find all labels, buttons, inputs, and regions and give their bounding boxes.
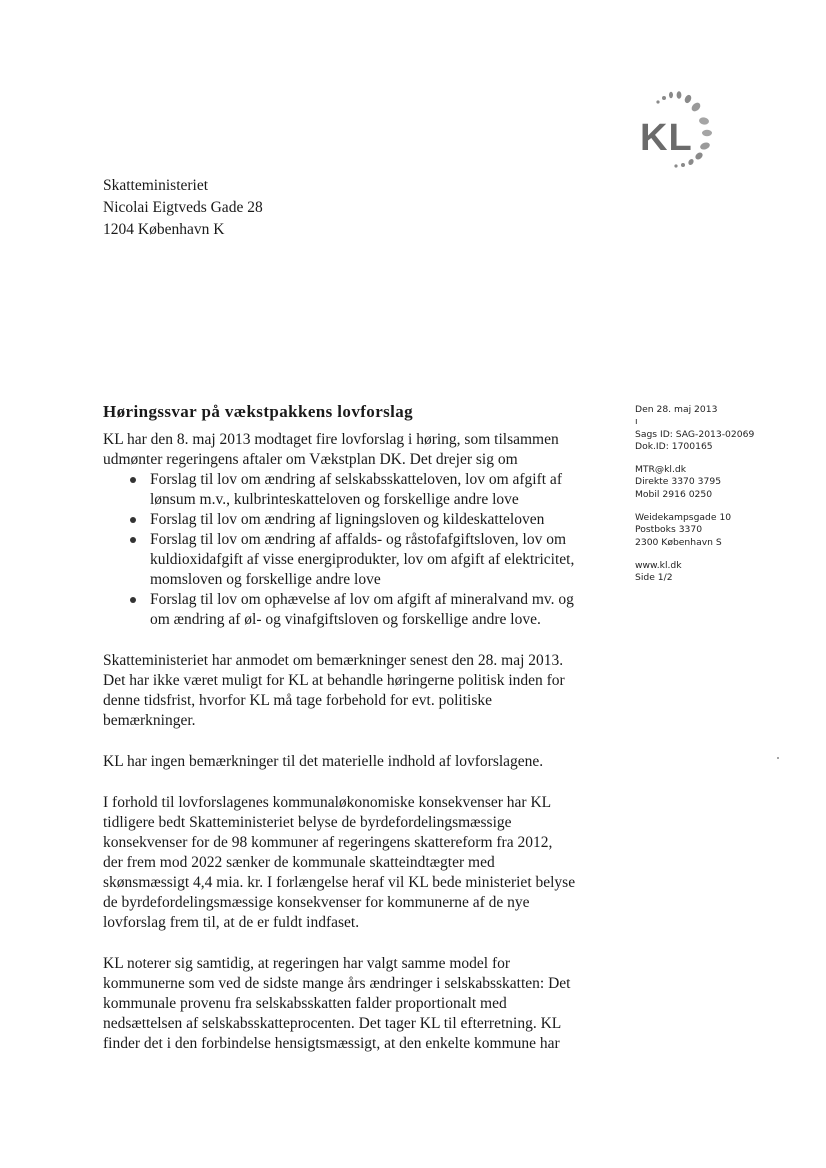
page-number: Side 1/2 <box>635 572 673 584</box>
text-line: Forslag til lov om ændring af affalds- og råstofafgiftsloven, lov om <box>150 531 566 548</box>
text-line: KL har den 8. maj 2013 modtaget fire lovforslag i høring, som tilsammen <box>103 431 559 448</box>
text-line: nedsættelsen af selskabsskatteprocenten. Det tager KL til efterretning. KL <box>103 1015 562 1032</box>
text-line: denne tidsfrist, hvorfor KL må tage forbehold for evt. politiske <box>103 692 492 709</box>
contact-email: MTR@kl.dk <box>635 464 687 476</box>
list-item <box>103 590 593 630</box>
text-line: KL har ingen bemærkninger til det materielle indhold af lovforslagene. <box>103 753 544 770</box>
postbox: Postboks 3370 <box>635 524 703 536</box>
text-line: Forslag til lov om ophævelse af lov om afgift af mineralvand mv. og <box>150 591 574 608</box>
text-line: udmønter regeringens aftaler om Vækstplan DK. Det drejer sig om <box>103 451 518 468</box>
text-line: konsekvenser for de 98 kommuner af regeringens skattereform fra 2012, <box>103 834 553 851</box>
recipient-name: Skatteministeriet <box>103 177 209 194</box>
list-item <box>103 470 593 510</box>
document-id: Dok.ID: 1700165 <box>635 440 713 452</box>
paragraph-deadline <box>103 651 593 731</box>
separator-mark: ı <box>635 416 638 428</box>
text-line: lønsum m.v., kulbrinteskatteloven og forskellige andre love <box>150 491 519 508</box>
text-line: lovforslag frem til, at de er fuldt indfaset. <box>103 914 360 931</box>
paragraph-consequences <box>103 793 593 933</box>
list-item <box>103 530 593 590</box>
paragraph-no-remarks <box>103 752 593 772</box>
sender-info <box>635 404 754 585</box>
text-line: tidligere bedt Skatteministeriet belyse de byrdefordelingsmæssige <box>103 814 512 831</box>
text-line: kuldioxidafgift af visse energiprodukter, lov om afgift af elektricitet, <box>150 551 575 568</box>
text-line: der frem mod 2022 sænker de kommunale skatteindtægter med <box>103 854 495 871</box>
text-line: KL noterer sig samtidig, at regeringen har valgt samme model for <box>103 955 511 972</box>
bullet-icon <box>130 517 136 523</box>
text-line: Forslag til lov om ændring af selskabsskatteloven, lov om afgift af <box>150 471 562 488</box>
recipient-city: 1204 København K <box>103 221 225 238</box>
bullet-icon <box>130 597 136 603</box>
margin-mark <box>777 757 779 759</box>
text-line: Det har ikke været muligt for KL at behandle høringerne politisk inden for <box>103 672 565 689</box>
bill-list <box>103 470 593 630</box>
text-line: kommunerne som ved de sidste mange års ændringer i selskabsskatten: Det <box>103 975 571 992</box>
text-line: Skatteministeriet har anmodet om bemærkninger senest den 28. maj 2013. <box>103 652 564 669</box>
direct-phone: Direkte 3370 3795 <box>635 476 722 488</box>
bullet-icon <box>130 477 136 483</box>
recipient-street: Nicolai Eigtveds Gade 28 <box>103 199 263 216</box>
recipient-address <box>103 175 263 241</box>
text-line: om ændring af øl- og vinafgiftsloven og forskellige andre love. <box>150 611 541 628</box>
bullet-icon <box>130 537 136 543</box>
logo-text: KL <box>640 117 693 159</box>
website: www.kl.dk <box>635 559 682 571</box>
case-id: Sags ID: SAG-2013-02069 <box>635 428 755 440</box>
text-line: I forhold til lovforslagenes kommunaløkonomiske konsekvenser har KL <box>103 794 552 811</box>
text-line: de byrdefordelingsmæssige konsekvenser for kommunerne af de nye <box>103 894 530 911</box>
kl-logo <box>628 90 728 180</box>
street-address: Weidekampsgade 10 <box>635 512 732 524</box>
text-line: skønsmæssigt 4,4 mia. kr. I forlængelse heraf vil KL bede ministeriet belyse <box>103 874 576 891</box>
intro-paragraph <box>103 430 593 470</box>
text-line: Forslag til lov om ændring af ligningsloven og kildeskatteloven <box>150 511 545 528</box>
text-line: finder det i den forbindelse hensigtsmæssigt, at den enkelte kommune har <box>103 1035 560 1052</box>
letter-title: Høringssvar på vækstpakkens lovforslag <box>103 402 414 421</box>
letter-date: Den 28. maj 2013 <box>635 404 718 415</box>
letter-body <box>103 430 593 1054</box>
text-line: bemærkninger. <box>103 712 196 729</box>
text-line: momsloven og forskellige andre love <box>150 571 381 588</box>
mobile-phone: Mobil 2916 0250 <box>635 488 713 500</box>
list-item <box>103 510 593 530</box>
postal-city: 2300 København S <box>635 536 722 548</box>
paragraph-corporate-tax <box>103 954 593 1054</box>
text-line: kommunale provenu fra selskabsskatten falder proportionalt med <box>103 995 507 1012</box>
